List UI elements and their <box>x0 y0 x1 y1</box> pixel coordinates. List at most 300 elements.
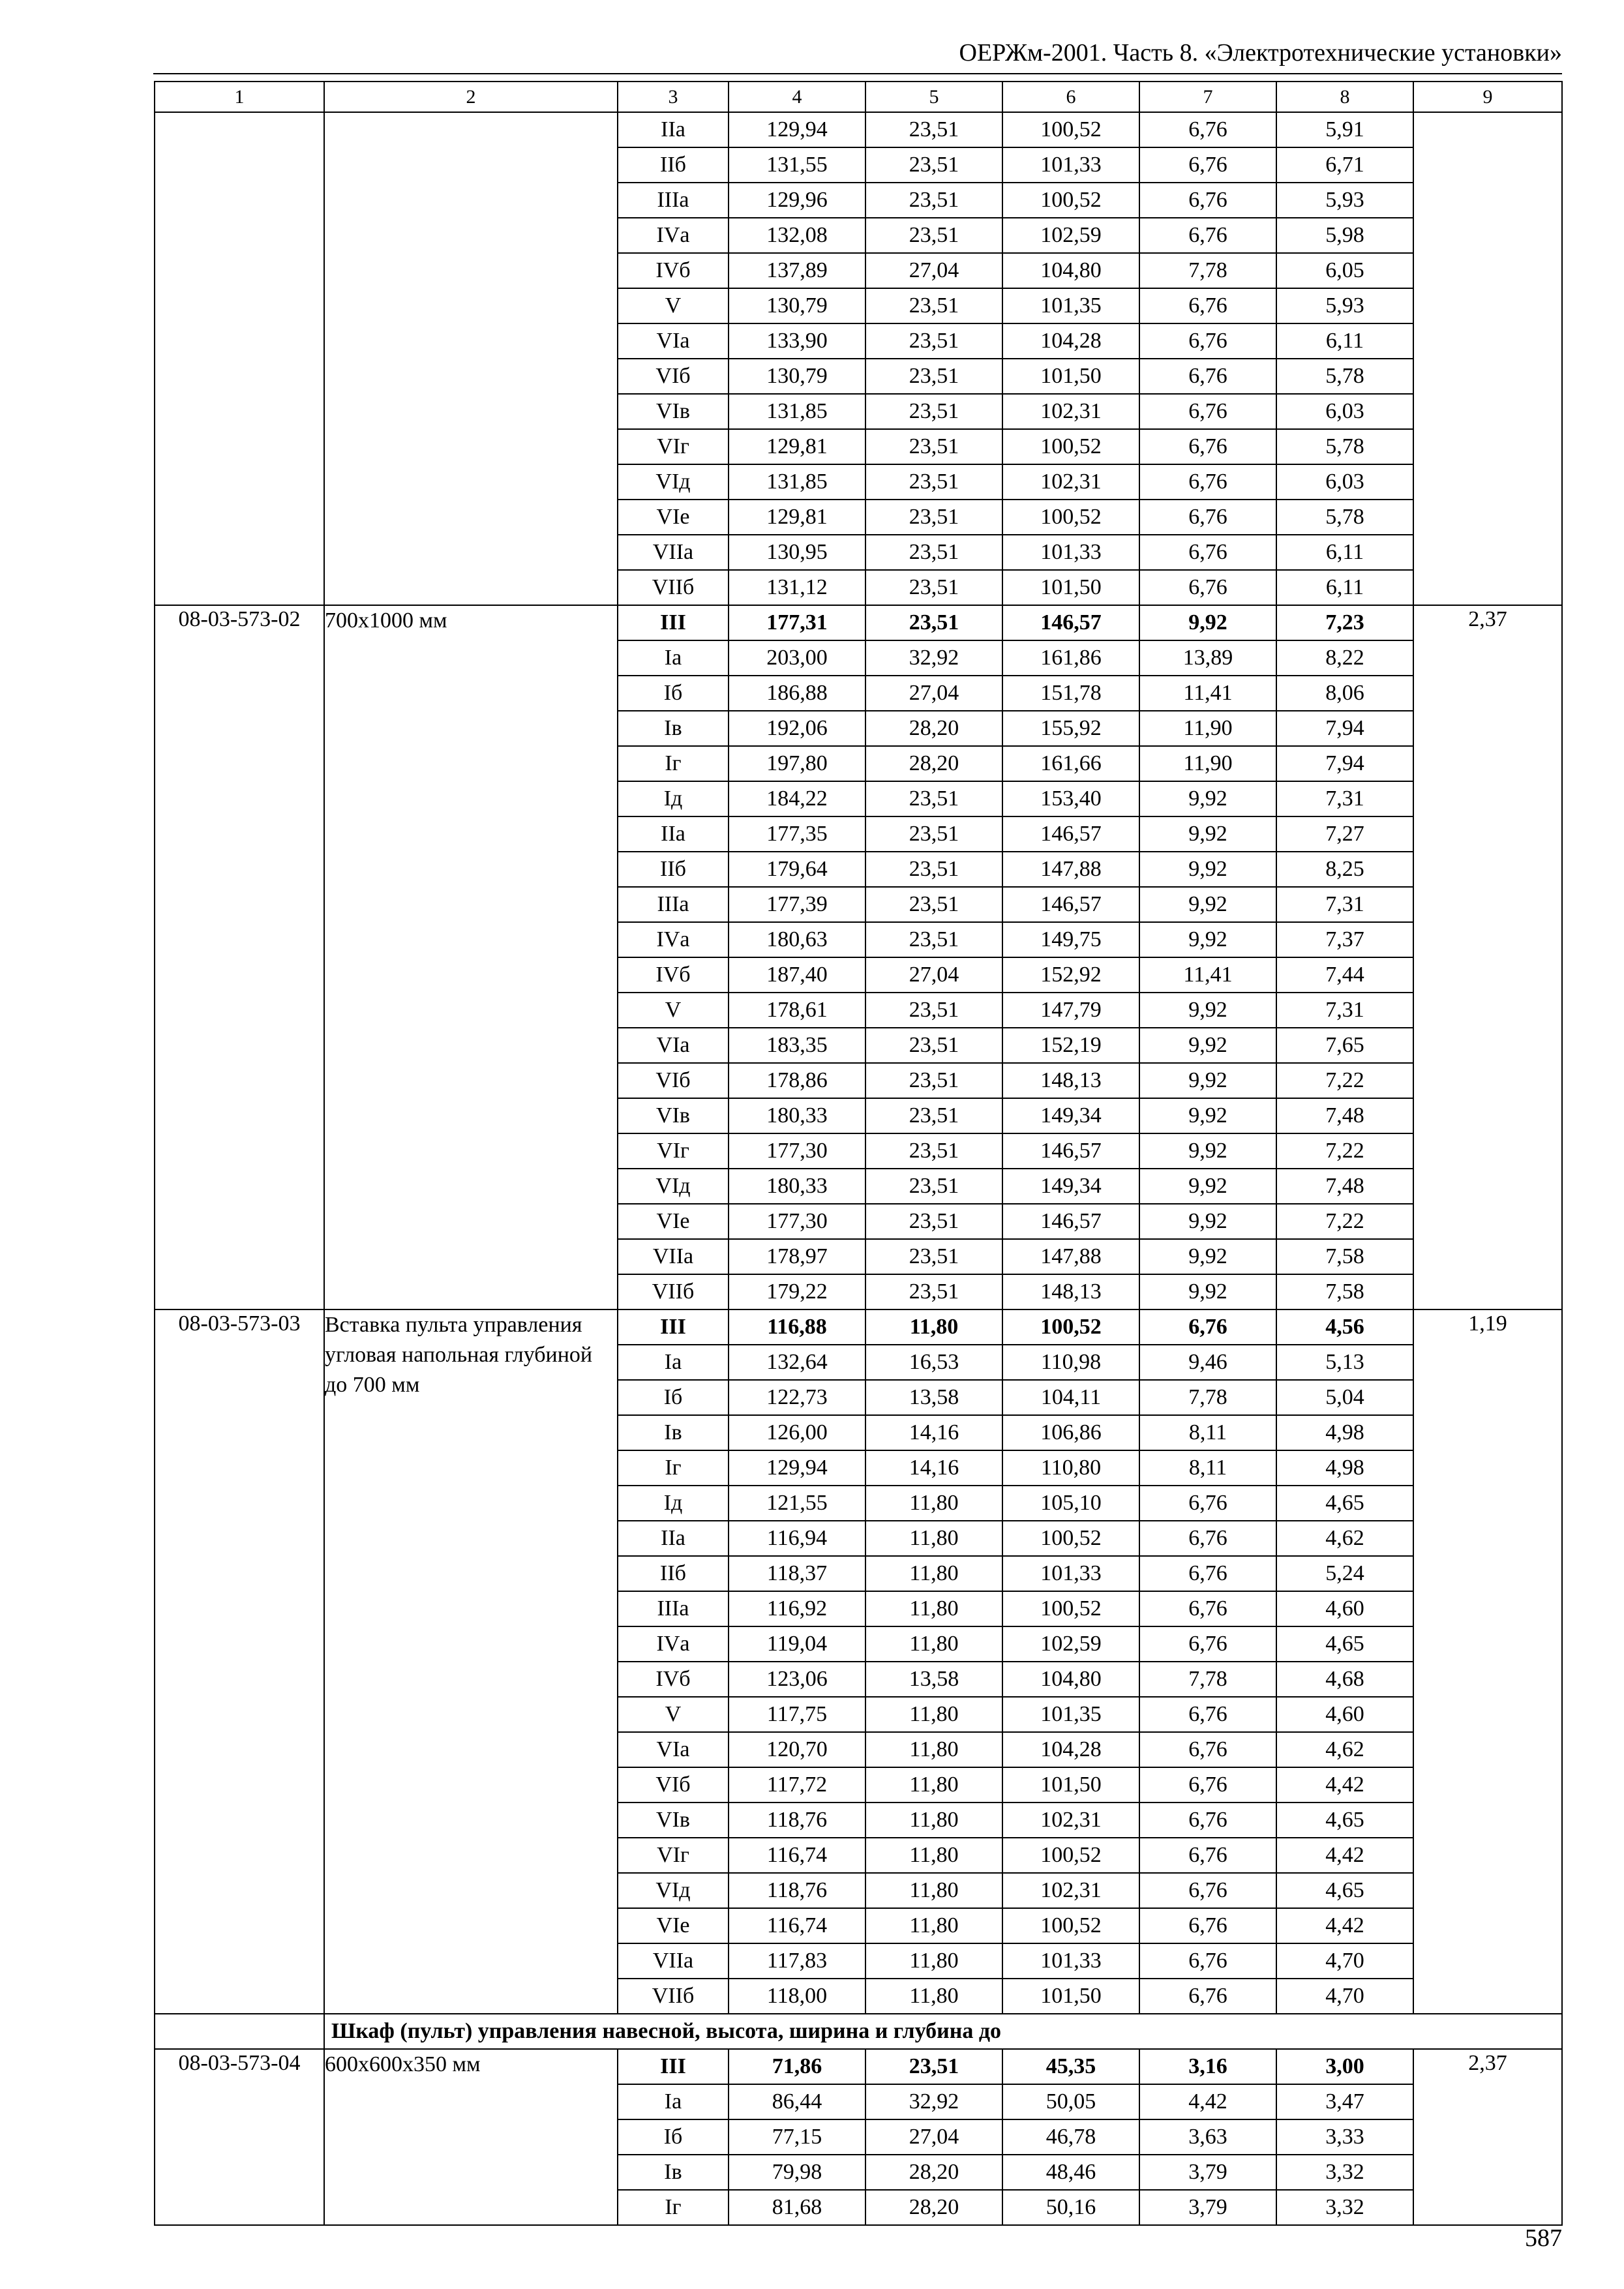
value-cell: 3,32 <box>1276 2155 1413 2190</box>
value-cell: 9,92 <box>1139 605 1276 640</box>
value-cell: 23,51 <box>865 147 1002 183</box>
value-cell: 23,51 <box>865 1063 1002 1098</box>
value-cell: 6,11 <box>1276 535 1413 570</box>
value-cell: 71,86 <box>729 2049 865 2084</box>
value-cell: 11,80 <box>865 1486 1002 1521</box>
zone-code: VIIб <box>618 570 729 605</box>
value-cell: 161,66 <box>1002 746 1139 781</box>
value-cell: 118,37 <box>729 1556 865 1591</box>
value-cell: 81,68 <box>729 2190 865 2225</box>
value-cell: 120,70 <box>729 1732 865 1767</box>
value-cell: 152,92 <box>1002 957 1139 993</box>
value-cell: 177,30 <box>729 1204 865 1239</box>
value-cell: 146,57 <box>1002 1204 1139 1239</box>
zone-code: VIIа <box>618 1239 729 1274</box>
zone-code: VIIа <box>618 535 729 570</box>
value-cell: 100,52 <box>1002 1591 1139 1626</box>
value-cell: 178,97 <box>729 1239 865 1274</box>
value-cell: 23,51 <box>865 993 1002 1028</box>
value-cell: 11,80 <box>865 1556 1002 1591</box>
value-cell: 7,31 <box>1276 993 1413 1028</box>
zone-code: V <box>618 1697 729 1732</box>
value-cell: 23,51 <box>865 359 1002 394</box>
zone-code: VIв <box>618 1803 729 1838</box>
value-cell: 130,79 <box>729 359 865 394</box>
value-cell: 5,78 <box>1276 429 1413 464</box>
value-cell: 23,51 <box>865 852 1002 887</box>
value-cell: 104,28 <box>1002 323 1139 359</box>
zone-code: Iд <box>618 1486 729 1521</box>
value-cell: 23,51 <box>865 887 1002 922</box>
value-cell: 197,80 <box>729 746 865 781</box>
zone-code: Iа <box>618 2084 729 2119</box>
value-cell: 146,57 <box>1002 605 1139 640</box>
value-cell: 9,92 <box>1139 1239 1276 1274</box>
value-cell: 16,53 <box>865 1345 1002 1380</box>
value-cell: 117,75 <box>729 1697 865 1732</box>
value-cell: 149,75 <box>1002 922 1139 957</box>
table-row <box>155 2049 1562 2084</box>
zone-code: VIе <box>618 500 729 535</box>
zone-code: IIIа <box>618 183 729 218</box>
running-header: ОЕРЖм-2001. Часть 8. «Электротехнические установки» <box>959 39 1562 67</box>
value-cell: 50,05 <box>1002 2084 1139 2119</box>
value-cell: 6,76 <box>1139 535 1276 570</box>
value-cell: 3,32 <box>1276 2190 1413 2225</box>
value-cell: 4,98 <box>1276 1450 1413 1486</box>
value-cell: 119,04 <box>729 1626 865 1662</box>
column-number: 7 <box>1139 82 1276 112</box>
table-body <box>155 82 1562 2225</box>
value-cell: 6,71 <box>1276 147 1413 183</box>
column-number: 4 <box>729 82 865 112</box>
value-cell: 137,89 <box>729 253 865 288</box>
value-cell: 3,63 <box>1139 2119 1276 2155</box>
value-cell: 6,76 <box>1139 570 1276 605</box>
value-cell: 129,96 <box>729 183 865 218</box>
zone-code: IIб <box>618 1556 729 1591</box>
zone-code: VIв <box>618 1098 729 1133</box>
value-cell: 6,76 <box>1139 323 1276 359</box>
value-cell: 9,92 <box>1139 781 1276 816</box>
zone-code: Iд <box>618 781 729 816</box>
value-cell: 9,92 <box>1139 1063 1276 1098</box>
value-cell: 101,33 <box>1002 535 1139 570</box>
value-cell: 180,33 <box>729 1098 865 1133</box>
value-cell: 23,51 <box>865 1239 1002 1274</box>
zone-code: V <box>618 993 729 1028</box>
value-cell: 28,20 <box>865 746 1002 781</box>
value-cell: 104,80 <box>1002 253 1139 288</box>
value-cell: 102,31 <box>1002 394 1139 429</box>
column-number: 2 <box>324 82 618 112</box>
value-cell: 6,76 <box>1139 218 1276 253</box>
value-cell: 178,61 <box>729 993 865 1028</box>
value-cell: 5,91 <box>1276 112 1413 147</box>
value-cell: 11,80 <box>865 1838 1002 1873</box>
value-cell: 23,51 <box>865 218 1002 253</box>
zone-code: Iв <box>618 1415 729 1450</box>
value-cell: 4,70 <box>1276 1979 1413 2014</box>
value-cell: 106,86 <box>1002 1415 1139 1450</box>
zone-code: VIв <box>618 394 729 429</box>
value-cell: 3,16 <box>1139 2049 1276 2084</box>
value-cell: 117,72 <box>729 1767 865 1803</box>
value-cell: 6,76 <box>1139 464 1276 500</box>
value-cell: 6,05 <box>1276 253 1413 288</box>
zone-code: IVб <box>618 957 729 993</box>
price-table <box>154 81 1563 2226</box>
value-cell: 161,86 <box>1002 640 1139 676</box>
value-cell: 5,24 <box>1276 1556 1413 1591</box>
value-cell: 133,90 <box>729 323 865 359</box>
value-cell: 4,42 <box>1139 2084 1276 2119</box>
value-cell: 100,52 <box>1002 1908 1139 1943</box>
value-cell: 3,00 <box>1276 2049 1413 2084</box>
zone-code: Iб <box>618 676 729 711</box>
value-cell: 6,11 <box>1276 323 1413 359</box>
value-cell: 101,50 <box>1002 570 1139 605</box>
value-cell: 6,76 <box>1139 1556 1276 1591</box>
value-cell: 4,42 <box>1276 1838 1413 1873</box>
zone-code: VIа <box>618 1028 729 1063</box>
value-cell: 9,92 <box>1139 852 1276 887</box>
value-cell: 104,11 <box>1002 1380 1139 1415</box>
value-cell: 14,16 <box>865 1450 1002 1486</box>
value-cell: 6,76 <box>1139 1486 1276 1521</box>
value-cell: 4,56 <box>1276 1309 1413 1345</box>
value-cell: 27,04 <box>865 253 1002 288</box>
value-cell: 8,11 <box>1139 1415 1276 1450</box>
value-cell: 8,06 <box>1276 676 1413 711</box>
value-cell: 118,76 <box>729 1873 865 1908</box>
value-cell: 192,06 <box>729 711 865 746</box>
value-cell: 4,68 <box>1276 1662 1413 1697</box>
value-cell: 9,92 <box>1139 1274 1276 1309</box>
zone-code: VIг <box>618 1133 729 1169</box>
value-cell: 6,11 <box>1276 570 1413 605</box>
value-cell: 100,52 <box>1002 183 1139 218</box>
value-cell: 3,79 <box>1139 2155 1276 2190</box>
table-row <box>155 605 1562 640</box>
value-cell: 11,80 <box>865 1309 1002 1345</box>
value-cell: 3,47 <box>1276 2084 1413 2119</box>
value-cell: 102,59 <box>1002 218 1139 253</box>
zone-code: VIе <box>618 1908 729 1943</box>
zone-code: Iв <box>618 2155 729 2190</box>
value-cell: 6,76 <box>1139 1979 1276 2014</box>
column-number: 3 <box>618 82 729 112</box>
value-cell: 11,80 <box>865 1803 1002 1838</box>
value-cell: 147,88 <box>1002 852 1139 887</box>
value-cell: 11,80 <box>865 1943 1002 1979</box>
value-cell: 23,51 <box>865 464 1002 500</box>
value-cell: 4,62 <box>1276 1732 1413 1767</box>
zone-code: IIа <box>618 1521 729 1556</box>
section-blank-cell <box>155 2014 324 2049</box>
value-cell: 118,76 <box>729 1803 865 1838</box>
value-cell: 86,44 <box>729 2084 865 2119</box>
value-cell: 178,86 <box>729 1063 865 1098</box>
value-cell: 7,48 <box>1276 1098 1413 1133</box>
zone-code: IVб <box>618 253 729 288</box>
value-cell: 6,76 <box>1139 112 1276 147</box>
value-cell: 102,31 <box>1002 1803 1139 1838</box>
value-cell: 105,10 <box>1002 1486 1139 1521</box>
value-cell: 101,50 <box>1002 1767 1139 1803</box>
value-cell: 23,51 <box>865 429 1002 464</box>
value-cell: 4,60 <box>1276 1591 1413 1626</box>
zone-code: IIIа <box>618 887 729 922</box>
value-cell: 184,22 <box>729 781 865 816</box>
value-cell: 152,19 <box>1002 1028 1139 1063</box>
value-cell: 11,80 <box>865 1873 1002 1908</box>
value-cell: 27,04 <box>865 2119 1002 2155</box>
value-cell: 100,52 <box>1002 112 1139 147</box>
value-cell: 13,58 <box>865 1380 1002 1415</box>
value-cell: 6,76 <box>1139 1697 1276 1732</box>
value-cell: 6,76 <box>1139 500 1276 535</box>
value-cell: 23,51 <box>865 112 1002 147</box>
value-cell: 6,76 <box>1139 1767 1276 1803</box>
value-cell: 50,16 <box>1002 2190 1139 2225</box>
value-cell: 23,51 <box>865 394 1002 429</box>
value-cell: 23,51 <box>865 500 1002 535</box>
value-cell: 6,76 <box>1139 1309 1276 1345</box>
value-cell: 100,52 <box>1002 1838 1139 1873</box>
value-cell: 11,41 <box>1139 676 1276 711</box>
value-cell: 116,94 <box>729 1521 865 1556</box>
value-cell: 180,33 <box>729 1169 865 1204</box>
value-cell: 100,52 <box>1002 1521 1139 1556</box>
zone-code: VIа <box>618 1732 729 1767</box>
zone-code: VIд <box>618 1873 729 1908</box>
page-number: 587 <box>1525 2224 1562 2252</box>
value-cell: 101,33 <box>1002 1943 1139 1979</box>
value-cell: 32,92 <box>865 640 1002 676</box>
resource-name: Вставка пульта управления угловая напольная глубиной до 700 мм <box>324 1309 618 2014</box>
value-cell: 4,42 <box>1276 1908 1413 1943</box>
resource-code <box>155 112 324 605</box>
value-cell: 102,31 <box>1002 1873 1139 1908</box>
value-cell: 11,80 <box>865 1521 1002 1556</box>
value-cell: 179,22 <box>729 1274 865 1309</box>
zone-code: IVа <box>618 922 729 957</box>
value-cell: 131,12 <box>729 570 865 605</box>
zone-code: Iа <box>618 640 729 676</box>
zone-code: Iб <box>618 1380 729 1415</box>
zone-code: VIд <box>618 464 729 500</box>
value-cell: 7,78 <box>1139 253 1276 288</box>
value-cell: 5,78 <box>1276 359 1413 394</box>
value-cell: 45,35 <box>1002 2049 1139 2084</box>
value-cell: 23,51 <box>865 323 1002 359</box>
value-cell: 104,28 <box>1002 1732 1139 1767</box>
resource-name: 600х600х350 мм <box>324 2049 618 2225</box>
column-9-value: 1,19 <box>1413 1309 1562 2014</box>
value-cell: 4,98 <box>1276 1415 1413 1450</box>
zone-code: IIб <box>618 147 729 183</box>
zone-code: III <box>618 1309 729 1345</box>
value-cell: 32,92 <box>865 2084 1002 2119</box>
column-number: 9 <box>1413 82 1562 112</box>
zone-code: VIг <box>618 1838 729 1873</box>
value-cell: 4,65 <box>1276 1873 1413 1908</box>
value-cell: 129,81 <box>729 429 865 464</box>
zone-code: VIа <box>618 323 729 359</box>
value-cell: 110,98 <box>1002 1345 1139 1380</box>
value-cell: 7,22 <box>1276 1063 1413 1098</box>
value-cell: 147,79 <box>1002 993 1139 1028</box>
zone-code: III <box>618 605 729 640</box>
resource-code: 08-03-573-03 <box>155 1309 324 2014</box>
value-cell: 101,50 <box>1002 1979 1139 2014</box>
value-cell: 6,76 <box>1139 288 1276 323</box>
value-cell: 11,80 <box>865 1908 1002 1943</box>
zone-code: VIг <box>618 429 729 464</box>
value-cell: 7,65 <box>1276 1028 1413 1063</box>
value-cell: 180,63 <box>729 922 865 957</box>
value-cell: 6,03 <box>1276 394 1413 429</box>
value-cell: 7,31 <box>1276 887 1413 922</box>
value-cell: 129,94 <box>729 112 865 147</box>
value-cell: 6,76 <box>1139 1626 1276 1662</box>
value-cell: 48,46 <box>1002 2155 1139 2190</box>
value-cell: 27,04 <box>865 957 1002 993</box>
value-cell: 7,58 <box>1276 1274 1413 1309</box>
value-cell: 23,51 <box>865 1133 1002 1169</box>
value-cell: 23,51 <box>865 605 1002 640</box>
zone-code: IIа <box>618 112 729 147</box>
value-cell: 28,20 <box>865 2155 1002 2190</box>
value-cell: 11,80 <box>865 1979 1002 2014</box>
value-cell: 101,33 <box>1002 1556 1139 1591</box>
value-cell: 177,39 <box>729 887 865 922</box>
column-9-value <box>1413 112 1562 605</box>
value-cell: 11,80 <box>865 1591 1002 1626</box>
zone-code: Iг <box>618 2190 729 2225</box>
value-cell: 116,88 <box>729 1309 865 1345</box>
resource-code: 08-03-573-04 <box>155 2049 324 2225</box>
value-cell: 121,55 <box>729 1486 865 1521</box>
value-cell: 126,00 <box>729 1415 865 1450</box>
column-number: 1 <box>155 82 324 112</box>
value-cell: 3,33 <box>1276 2119 1413 2155</box>
value-cell: 129,81 <box>729 500 865 535</box>
value-cell: 5,98 <box>1276 218 1413 253</box>
value-cell: 23,51 <box>865 1028 1002 1063</box>
value-cell: 11,90 <box>1139 711 1276 746</box>
value-cell: 4,42 <box>1276 1767 1413 1803</box>
column-9-value: 2,37 <box>1413 605 1562 1309</box>
value-cell: 11,80 <box>865 1767 1002 1803</box>
value-cell: 155,92 <box>1002 711 1139 746</box>
value-cell: 23,51 <box>865 288 1002 323</box>
value-cell: 6,76 <box>1139 1591 1276 1626</box>
value-cell: 131,85 <box>729 394 865 429</box>
value-cell: 148,13 <box>1002 1063 1139 1098</box>
zone-code: IIа <box>618 816 729 852</box>
value-cell: 5,78 <box>1276 500 1413 535</box>
zone-code: III <box>618 2049 729 2084</box>
value-cell: 8,11 <box>1139 1450 1276 1486</box>
zone-code: IVа <box>618 218 729 253</box>
value-cell: 117,83 <box>729 1943 865 1979</box>
zone-code: VIе <box>618 1204 729 1239</box>
value-cell: 7,78 <box>1139 1662 1276 1697</box>
header-rule <box>153 73 1562 74</box>
value-cell: 130,79 <box>729 288 865 323</box>
value-cell: 7,31 <box>1276 781 1413 816</box>
value-cell: 28,20 <box>865 2190 1002 2225</box>
value-cell: 100,52 <box>1002 1309 1139 1345</box>
value-cell: 23,51 <box>865 183 1002 218</box>
value-cell: 7,94 <box>1276 711 1413 746</box>
value-cell: 132,08 <box>729 218 865 253</box>
value-cell: 6,76 <box>1139 1943 1276 1979</box>
value-cell: 23,51 <box>865 922 1002 957</box>
value-cell: 11,80 <box>865 1732 1002 1767</box>
value-cell: 4,60 <box>1276 1697 1413 1732</box>
value-cell: 11,80 <box>865 1626 1002 1662</box>
zone-code: VIIа <box>618 1943 729 1979</box>
zone-code: Iб <box>618 2119 729 2155</box>
zone-code: V <box>618 288 729 323</box>
value-cell: 23,51 <box>865 1098 1002 1133</box>
section-heading-row <box>155 2014 1562 2049</box>
value-cell: 27,04 <box>865 676 1002 711</box>
zone-code: VIIб <box>618 1274 729 1309</box>
value-cell: 186,88 <box>729 676 865 711</box>
table-row <box>155 1309 1562 1345</box>
value-cell: 146,57 <box>1002 1133 1139 1169</box>
column-9-value: 2,37 <box>1413 2049 1562 2225</box>
value-cell: 7,22 <box>1276 1204 1413 1239</box>
value-cell: 7,37 <box>1276 922 1413 957</box>
value-cell: 11,90 <box>1139 746 1276 781</box>
value-cell: 179,64 <box>729 852 865 887</box>
column-number: 6 <box>1002 82 1139 112</box>
value-cell: 148,13 <box>1002 1274 1139 1309</box>
zone-code: VIд <box>618 1169 729 1204</box>
value-cell: 9,92 <box>1139 816 1276 852</box>
zone-code: Iг <box>618 1450 729 1486</box>
value-cell: 23,51 <box>865 1274 1002 1309</box>
value-cell: 116,74 <box>729 1908 865 1943</box>
value-cell: 102,31 <box>1002 464 1139 500</box>
value-cell: 123,06 <box>729 1662 865 1697</box>
value-cell: 9,92 <box>1139 1169 1276 1204</box>
value-cell: 6,76 <box>1139 359 1276 394</box>
value-cell: 9,92 <box>1139 922 1276 957</box>
value-cell: 7,48 <box>1276 1169 1413 1204</box>
value-cell: 7,44 <box>1276 957 1413 993</box>
value-cell: 9,92 <box>1139 1028 1276 1063</box>
column-number: 5 <box>865 82 1002 112</box>
value-cell: 7,94 <box>1276 746 1413 781</box>
value-cell: 187,40 <box>729 957 865 993</box>
value-cell: 23,51 <box>865 570 1002 605</box>
value-cell: 101,33 <box>1002 147 1139 183</box>
zone-code: IVб <box>618 1662 729 1697</box>
value-cell: 101,35 <box>1002 288 1139 323</box>
value-cell: 153,40 <box>1002 781 1139 816</box>
value-cell: 4,65 <box>1276 1626 1413 1662</box>
value-cell: 6,76 <box>1139 183 1276 218</box>
value-cell: 130,95 <box>729 535 865 570</box>
value-cell: 102,59 <box>1002 1626 1139 1662</box>
value-cell: 149,34 <box>1002 1169 1139 1204</box>
